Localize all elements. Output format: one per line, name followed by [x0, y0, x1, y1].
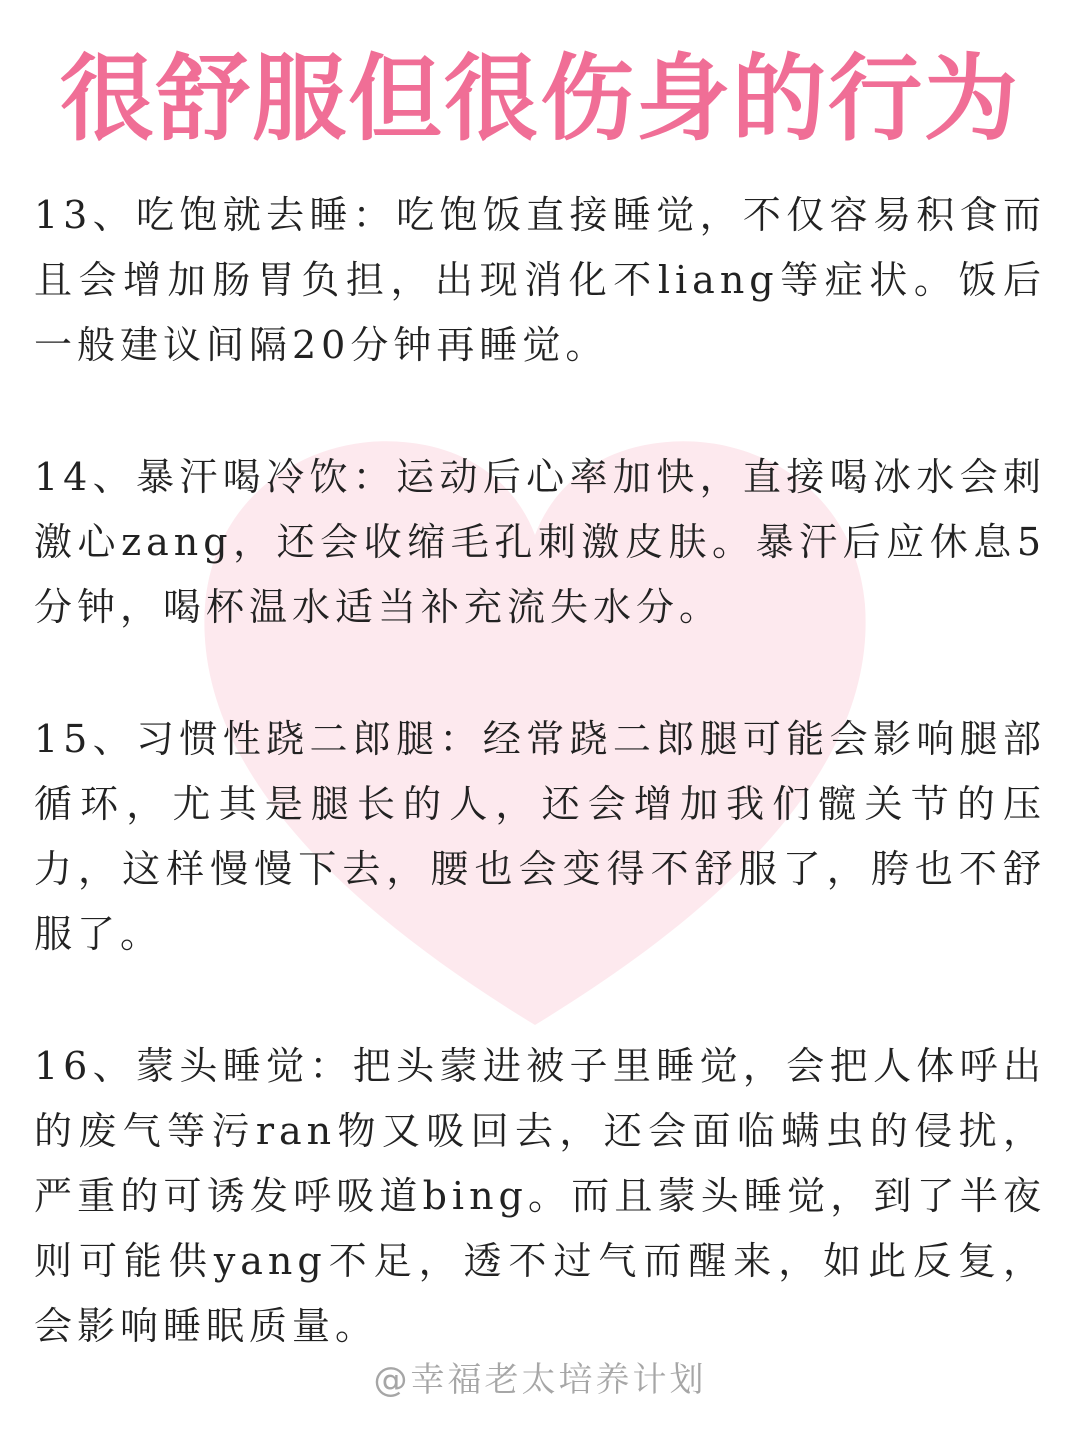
list-item-15: 15、习惯性跷二郎腿：经常跷二郎腿可能会影响腿部循环，尤其是腿长的人，还会增加我们髋关节的压力，这样慢慢下去，腰也会变得不舒服了，胯也不舒服了。	[34, 717, 1046, 956]
content-body	[34, 183, 1046, 1359]
list-item-16: 16、蒙头睡觉：把头蒙进被子里睡觉，会把人体呼出的废气等污ran物又吸回去，还会面临螨虫的侵扰，严重的可诱发呼吸道bing。而且蒙头睡觉，到了半夜则可能供yang不足，透不过气而醒来，如此反复，会影响睡眠质量。	[34, 1044, 1046, 1348]
list-item-13: 13、吃饱就去睡：吃饱饭直接睡觉，不仅容易积食而且会增加肠胃负担，出现消化不liang等症状。饭后一般建议间隔20分钟再睡觉。	[34, 193, 1046, 367]
list-item-14: 14、暴汗喝冷饮：运动后心率加快，直接喝冰水会刺激心zang，还会收缩毛孔刺激皮肤。暴汗后应休息5分钟，喝杯温水适当补充流失水分。	[34, 455, 1046, 629]
page-title: 很舒服但很伤身的行为	[59, 45, 1020, 154]
author-watermark: @幸福老太培养计划	[373, 1360, 707, 1400]
